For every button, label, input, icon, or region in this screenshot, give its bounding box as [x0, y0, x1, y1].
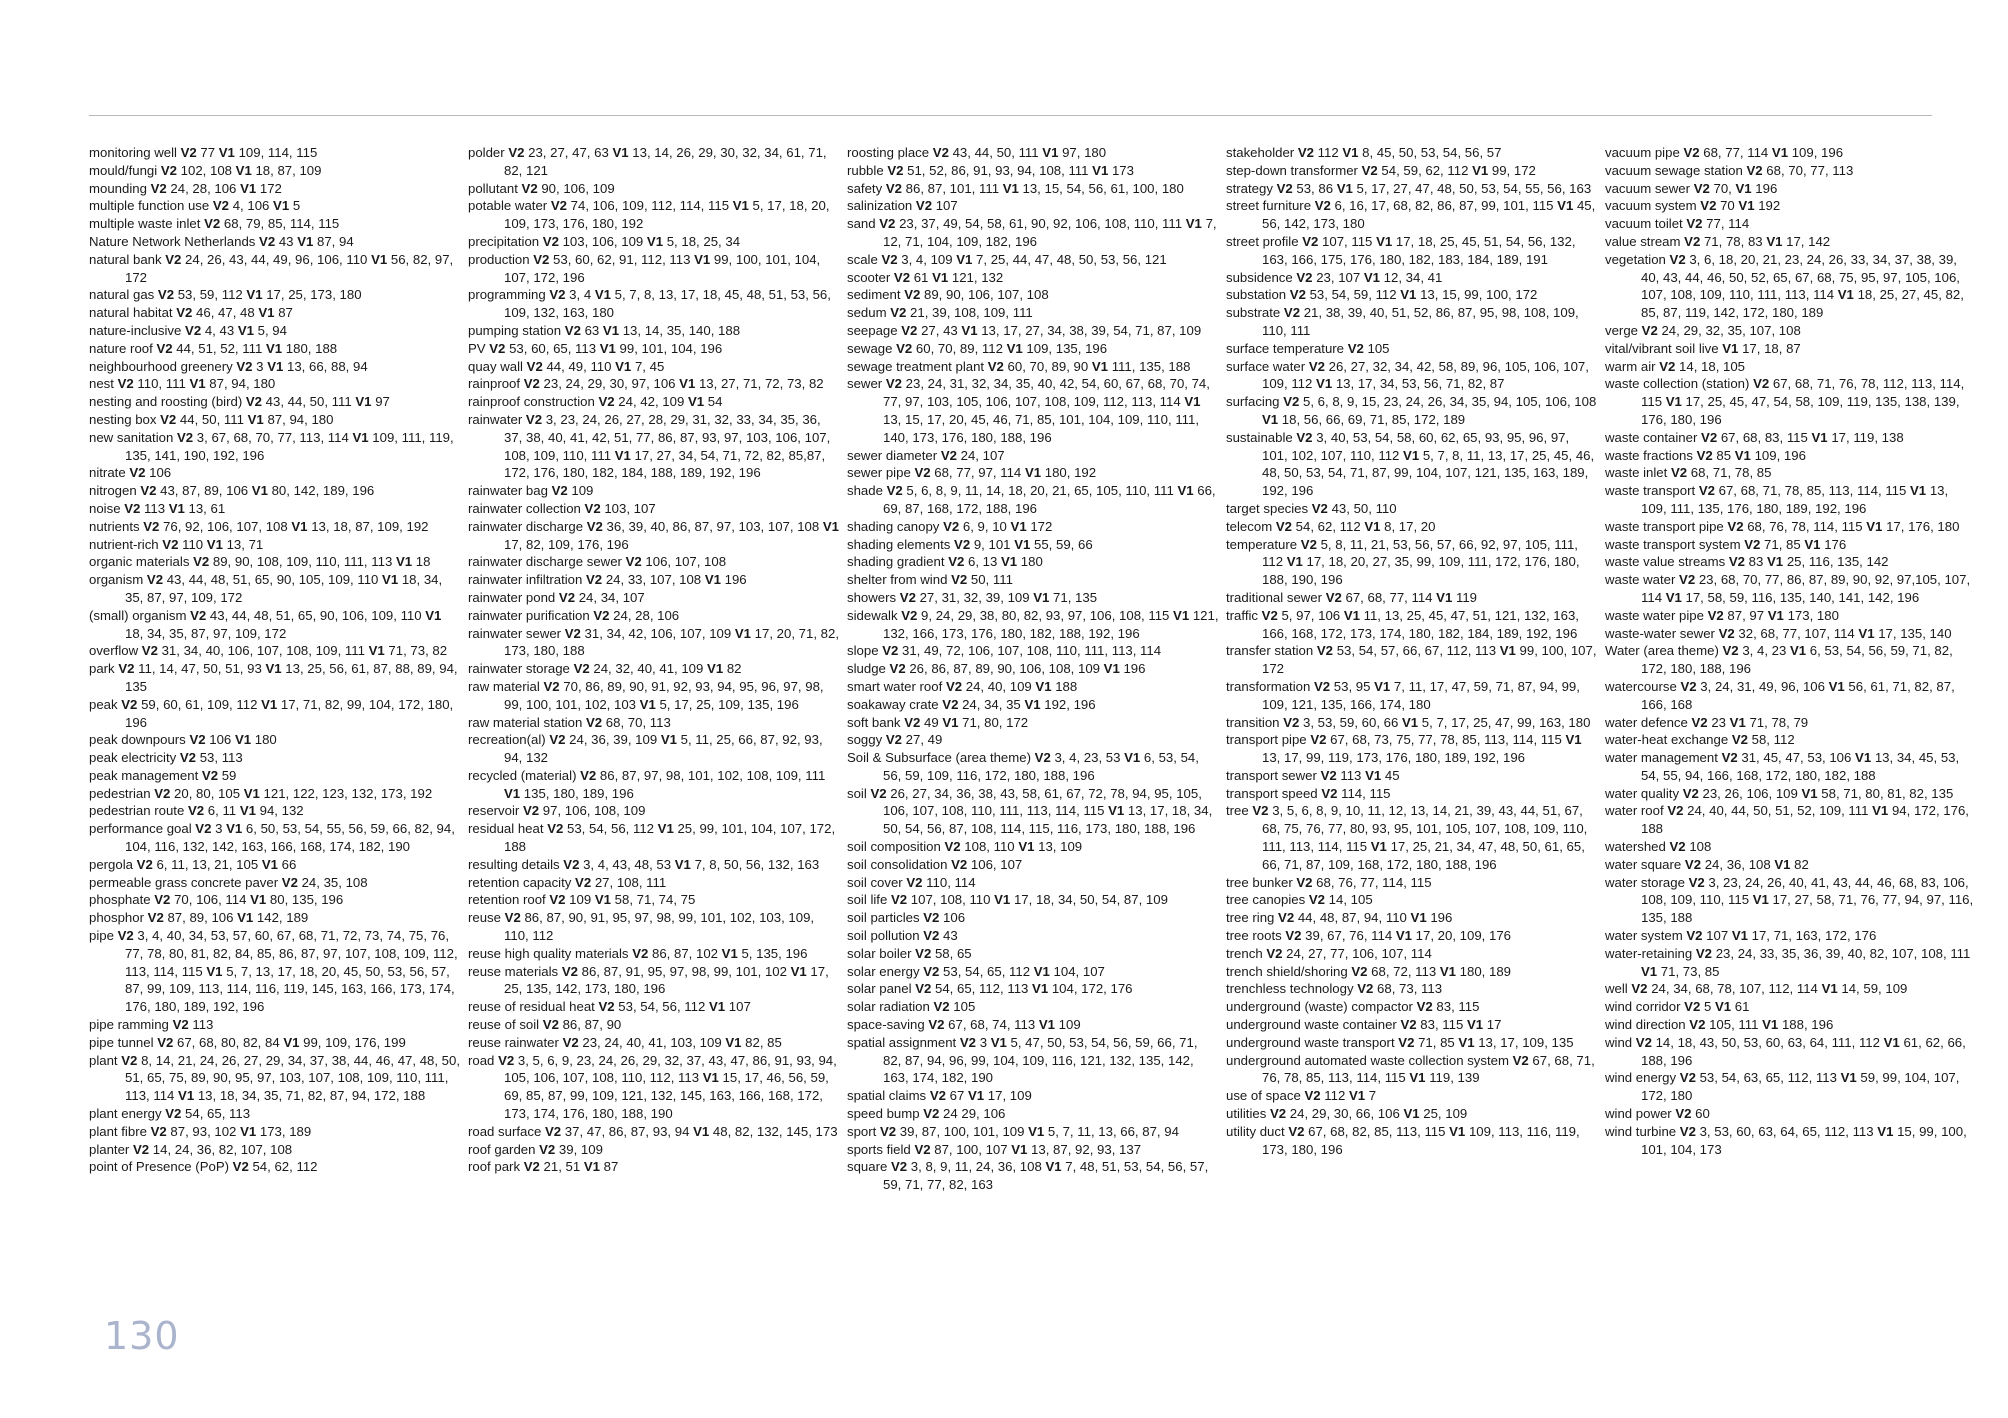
index-entry: plant fibre V2 87, 93, 102 V1 173, 189: [89, 1123, 312, 1139]
index-entry: target species V2 43, 50, 110: [1226, 500, 1397, 516]
index-entry: performance goal V2 3 V1 6, 50, 53, 54, 55, 56, 59, 66, 82, 94, 104, 116, 132, 142, 163, 166, 168, 174, 182, 190: [89, 821, 455, 855]
index-entry: soil composition V2 108, 110 V1 13, 109: [847, 839, 1083, 855]
index-entry: wind direction V2 105, 111 V1 188, 196: [1605, 1017, 1834, 1033]
index-entry: shade V2 5, 6, 8, 9, 11, 14, 18, 20, 21, 65, 105, 110, 111 V1 66, 69, 87, 168, 172, 188, 196: [847, 483, 1216, 516]
index-entry: watershed V2 108: [1605, 839, 1712, 855]
index-entry: water defence V2 23 V1 71, 78, 79: [1605, 714, 1809, 730]
index-entry: water square V2 24, 36, 108 V1 82: [1605, 856, 1809, 872]
index-entry: reuse materials V2 86, 87, 91, 95, 97, 98, 99, 101, 102 V1 17, 25, 135, 142, 173, 180, 196: [468, 963, 829, 997]
index-entry: wind turbine V2 3, 53, 60, 63, 64, 65, 112, 113 V1 15, 99, 100, 101, 104, 173: [1605, 1123, 1967, 1157]
index-entry: space-saving V2 67, 68, 74, 113 V1 109: [847, 1017, 1081, 1033]
index-entry: solar energy V2 53, 54, 65, 112 V1 104, 107: [847, 963, 1105, 979]
index-entry: strategy V2 53, 86 V1 5, 17, 27, 47, 48, 50, 53, 54, 55, 56, 163: [1226, 180, 1592, 196]
index-entry: shading gradient V2 6, 13 V1 180: [847, 554, 1043, 570]
index-entry: peak management V2 59: [89, 767, 237, 783]
index-entry: wind power V2 60: [1605, 1106, 1710, 1122]
index-entry: slope V2 31, 49, 72, 106, 107, 108, 110, 111, 113, 114: [847, 643, 1162, 659]
index-entry: sediment V2 89, 90, 106, 107, 108: [847, 287, 1049, 303]
index-entry: roof garden V2 39, 109: [468, 1141, 603, 1157]
index-entry: utilities V2 24, 29, 30, 66, 106 V1 25, 109: [1226, 1106, 1468, 1122]
index-entry: surface temperature V2 105: [1226, 340, 1390, 356]
index-entry: transport pipe V2 67, 68, 73, 75, 77, 78, 85, 113, 114, 115 V1 13, 17, 99, 119, 173, 176, 180, 189, 192, 196: [1226, 732, 1582, 766]
index-entry: soil cover V2 110, 114: [847, 874, 976, 890]
index-entry: spatial claims V2 67 V1 17, 109: [847, 1088, 1032, 1104]
index-entry: water management V2 31, 45, 47, 53, 106 V1 13, 34, 45, 53, 54, 55, 94, 166, 168, 172, 180, 182, 188: [1605, 750, 1960, 783]
index-entry: tree canopies V2 14, 105: [1226, 892, 1373, 908]
index-entry: solar radiation V2 105: [847, 999, 976, 1015]
index-entry: (small) organism V2 43, 44, 48, 51, 65, 90, 106, 109, 110 V1 18, 34, 35, 87, 97, 109, 172: [89, 607, 442, 641]
index-entry: sedum V2 21, 39, 108, 109, 111: [847, 305, 1033, 321]
index-entry: waste-water sewer V2 32, 68, 77, 107, 114 V1 17, 135, 140: [1605, 625, 1952, 641]
index-entry: nesting box V2 44, 50, 111 V1 87, 94, 180: [89, 411, 334, 427]
index-entry: recycled (material) V2 86, 87, 97, 98, 101, 102, 108, 109, 111 V1 135, 180, 189, 196: [468, 767, 826, 801]
index-entry: waste transport system V2 71, 85 V1 176: [1605, 536, 1847, 552]
index-entry: waste water V2 23, 68, 70, 77, 86, 87, 89, 90, 92, 97,105, 107, 114 V1 17, 58, 59, 116, 135, 140, 141, 142, 196: [1605, 572, 1971, 605]
index-entry: organic materials V2 89, 90, 108, 109, 110, 111, 113 V1 18: [89, 554, 431, 570]
index-entry: speed bump V2 24 29, 106: [847, 1106, 1006, 1122]
index-entry: point of Presence (PoP) V2 54, 62, 112: [89, 1159, 318, 1175]
index-entry: trench shield/shoring V2 68, 72, 113 V1 180, 189: [1226, 963, 1511, 979]
index-entry: rainwater infiltration V2 24, 33, 107, 108 V1 196: [468, 572, 747, 588]
index-entry: Water (area theme) V2 3, 4, 23 V1 6, 53, 54, 56, 59, 71, 82, 172, 180, 188, 196: [1605, 643, 1953, 677]
index-entry: permeable grass concrete paver V2 24, 35, 108: [89, 874, 368, 890]
index-entry: sewer diameter V2 24, 107: [847, 447, 1005, 463]
index-entry: nature-inclusive V2 4, 43 V1 5, 94: [89, 322, 287, 338]
index-entry: waste transport pipe V2 68, 76, 78, 114, 115 V1 17, 176, 180: [1605, 518, 1960, 534]
index-entry: transformation V2 53, 95 V1 7, 11, 17, 47, 59, 71, 87, 94, 99, 109, 121, 135, 166, 174, 180: [1226, 678, 1580, 712]
index-entry: pedestrian V2 20, 80, 105 V1 121, 122, 123, 132, 173, 192: [89, 785, 433, 801]
index-entry: stakeholder V2 112 V1 8, 45, 50, 53, 54, 56, 57: [1226, 145, 1502, 160]
index-entry: rainproof V2 23, 24, 29, 30, 97, 106 V1 13, 27, 71, 72, 73, 82: [468, 376, 824, 392]
index-entry: tree roots V2 39, 67, 76, 114 V1 17, 20, 109, 176: [1226, 928, 1511, 944]
index-entry: organism V2 43, 44, 48, 51, 65, 90, 105, 109, 110 V1 18, 34, 35, 87, 97, 109, 172: [89, 572, 443, 605]
index-entry: roof park V2 21, 51 V1 87: [468, 1159, 619, 1175]
index-column-1: [89, 144, 461, 1176]
index-entry: potable water V2 74, 106, 109, 112, 114, 115 V1 5, 17, 18, 20, 109, 173, 176, 180, 192: [468, 198, 830, 232]
index-entry: nest V2 110, 111 V1 87, 94, 180: [89, 376, 276, 392]
index-entry: transport sewer V2 113 V1 45: [1226, 767, 1400, 783]
index-entry: solar panel V2 54, 65, 112, 113 V1 104, 172, 176: [847, 981, 1133, 997]
index-column-2: [468, 144, 840, 1176]
index-entry: solar boiler V2 58, 65: [847, 945, 972, 961]
index-column-4: [1226, 144, 1598, 1158]
index-entry: vacuum sewer V2 70, V1 196: [1605, 180, 1778, 196]
index-entry: nesting and roosting (bird) V2 43, 44, 50, 111 V1 97: [89, 394, 390, 410]
index-entry: use of space V2 112 V1 7: [1226, 1088, 1377, 1104]
index-entry: surface water V2 26, 27, 32, 34, 42, 58, 89, 96, 105, 106, 107, 109, 112 V1 13, 17, 34, 53, 56, 71, 82, 87: [1226, 358, 1589, 392]
index-entry: rainwater discharge sewer V2 106, 107, 108: [468, 554, 727, 570]
index-entry: noise V2 113 V1 13, 61: [89, 500, 226, 516]
index-entry: water-retaining V2 23, 24, 33, 35, 36, 39, 40, 82, 107, 108, 111 V1 71, 73, 85: [1605, 945, 1971, 979]
index-entry: natural gas V2 53, 59, 112 V1 17, 25, 173, 180: [89, 287, 362, 303]
index-entry: vacuum sewage station V2 68, 70, 77, 113: [1605, 162, 1854, 178]
index-entry: plant energy V2 54, 65, 113: [89, 1106, 251, 1122]
index-entry: vital/vibrant soil live V1 17, 18, 87: [1605, 340, 1801, 356]
index-entry: peak downpours V2 106 V1 180: [89, 732, 277, 748]
index-entry: retention roof V2 109 V1 58, 71, 74, 75: [468, 892, 696, 908]
index-entry: rainwater sewer V2 31, 34, 42, 106, 107, 109 V1 17, 20, 71, 82, 173, 180, 188: [468, 625, 840, 659]
index-entry: peak electricity V2 53, 113: [89, 750, 243, 766]
index-entry: reservoir V2 97, 106, 108, 109: [468, 803, 646, 819]
index-entry: rainproof construction V2 24, 42, 109 V1 54: [468, 394, 723, 410]
index-entry: vacuum toilet V2 77, 114: [1605, 216, 1750, 232]
index-entry: water-heat exchange V2 58, 112: [1605, 732, 1795, 748]
index-entry: underground waste transport V2 71, 85 V1 13, 17, 109, 135: [1226, 1034, 1574, 1050]
index-entry: vacuum system V2 70 V1 192: [1605, 198, 1781, 214]
index-entry: tree V2 3, 5, 6, 8, 9, 10, 11, 12, 13, 14, 21, 39, 43, 44, 51, 67, 68, 75, 76, 77, 80, 93, 95, 101, 105, 107, 108, 109, 110, 111, 113, 114, 115 V1 17, 25, 21, 34, 47, 48, 50, 61, 65, 66, 71, 87, 109, 168, 172, 180, 188, 196: [1226, 803, 1588, 872]
index-entry: step-down transformer V2 54, 59, 62, 112 V1 99, 172: [1226, 162, 1536, 178]
index-entry: planter V2 14, 24, 36, 82, 107, 108: [89, 1141, 293, 1157]
index-entry: sustainable V2 3, 40, 53, 54, 58, 60, 62, 65, 93, 95, 96, 97, 101, 102, 107, 110, 112 V1 5, 7, 8, 11, 13, 17, 25, 45, 46, 48, 50, 53, 54, 71, 87, 99, 104, 107, 121, 135, 163, 189, 192, 196: [1226, 429, 1595, 499]
index-entry: sports field V2 87, 100, 107 V1 13, 87, 92, 93, 137: [847, 1141, 1142, 1157]
index-entry: soil life V2 107, 108, 110 V1 17, 18, 34, 50, 54, 87, 109: [847, 892, 1168, 908]
index-entry: shelter from wind V2 50, 111: [847, 572, 1013, 588]
index-entry: substrate V2 21, 38, 39, 40, 51, 52, 86, 87, 95, 98, 108, 109, 110, 111: [1226, 305, 1579, 338]
index-entry: waste collection (station) V2 67, 68, 71, 76, 78, 112, 113, 114, 115 V1 17, 25, 45, 47, 54, 58, 109, 119, 135, 138, 139, 176, 180, 196: [1605, 376, 1965, 427]
index-entry: underground waste container V2 83, 115 V1 17: [1226, 1017, 1502, 1033]
index-column-3: [847, 144, 1219, 1194]
index-entry: pipe ramming V2 113: [89, 1017, 214, 1033]
index-entry: tree ring V2 44, 48, 87, 94, 110 V1 196: [1226, 910, 1453, 926]
index-entry: nutrient-rich V2 110 V1 13, 71: [89, 536, 264, 552]
index-entry: rainwater discharge V2 36, 39, 40, 86, 87, 97, 103, 107, 108 V1 17, 82, 109, 176, 196: [468, 518, 840, 552]
index-entry: water quality V2 23, 26, 106, 109 V1 58, 71, 80, 81, 82, 135: [1605, 785, 1954, 801]
header-rule: [89, 115, 1932, 116]
index-entry: soakaway crate V2 24, 34, 35 V1 192, 196: [847, 696, 1096, 712]
index-entry: retention capacity V2 27, 108, 111: [468, 874, 667, 890]
index-entry: natural bank V2 24, 26, 43, 44, 49, 96, 106, 110 V1 56, 82, 97, 172: [89, 251, 454, 285]
index-entry: water system V2 107 V1 17, 71, 163, 172, 176: [1605, 928, 1877, 944]
index-entry: seepage V2 27, 43 V1 13, 17, 27, 34, 38, 39, 54, 71, 87, 109: [847, 322, 1202, 338]
index-entry: waste value streams V2 83 V1 25, 116, 135, 142: [1605, 554, 1889, 570]
index-entry: precipitation V2 103, 106, 109 V1 5, 18, 25, 34: [468, 233, 741, 249]
index-entry: sewage V2 60, 70, 89, 112 V1 109, 135, 196: [847, 340, 1108, 356]
index-entry: peak V2 59, 60, 61, 109, 112 V1 17, 71, 82, 99, 104, 172, 180, 196: [89, 696, 454, 730]
index-entry: nature roof V2 44, 51, 52, 111 V1 180, 188: [89, 340, 338, 356]
index-entry: resulting details V2 3, 4, 43, 48, 53 V1 7, 8, 50, 56, 132, 163: [468, 856, 820, 872]
index-entry: waste container V2 67, 68, 83, 115 V1 17, 119, 138: [1605, 429, 1904, 445]
index-entry: smart water roof V2 24, 40, 109 V1 188: [847, 678, 1078, 694]
index-entry: tree bunker V2 68, 76, 77, 114, 115: [1226, 874, 1432, 890]
index-entry: raw material station V2 68, 70, 113: [468, 714, 671, 730]
index-entry: multiple function use V2 4, 106 V1 5: [89, 198, 301, 214]
index-entry: reuse V2 86, 87, 90, 91, 95, 97, 98, 99, 101, 102, 103, 109, 110, 112: [468, 910, 815, 944]
index-entry: phosphor V2 87, 89, 106 V1 142, 189: [89, 910, 309, 926]
index-entry: shading elements V2 9, 101 V1 55, 59, 66: [847, 536, 1093, 552]
index-entry: underground automated waste collection system V2 67, 68, 71, 76, 78, 85, 113, 114, 115 V1 119, 139: [1226, 1052, 1595, 1086]
index-entry: street profile V2 107, 115 V1 17, 18, 25, 45, 51, 54, 56, 132, 163, 166, 175, 176, 180, 182, 183, 184, 189, 191: [1226, 233, 1576, 267]
index-entry: rainwater bag V2 109: [468, 483, 594, 499]
index-entry: subsidence V2 23, 107 V1 12, 34, 41: [1226, 269, 1443, 285]
index-entry: sewage treatment plant V2 60, 70, 89, 90 V1 111, 135, 188: [847, 358, 1191, 374]
index-entry: traffic V2 5, 97, 106 V1 11, 13, 25, 45, 47, 51, 121, 132, 163, 166, 168, 172, 173, 174, 180, 182, 184, 189, 192, 196: [1226, 607, 1579, 641]
index-entry: production V2 53, 60, 62, 91, 112, 113 V1 99, 100, 101, 104, 107, 172, 196: [468, 251, 821, 285]
index-entry: overflow V2 31, 34, 40, 106, 107, 108, 109, 111 V1 71, 73, 82: [89, 643, 448, 659]
index-entry: natural habitat V2 46, 47, 48 V1 87: [89, 305, 293, 321]
index-entry: road surface V2 37, 47, 86, 87, 93, 94 V1 48, 82, 132, 145, 173: [468, 1123, 838, 1139]
index-entry: nitrogen V2 43, 87, 89, 106 V1 80, 142, 189, 196: [89, 483, 375, 499]
index-entry: waste inlet V2 68, 71, 78, 85: [1605, 465, 1772, 481]
index-entry: soil V2 26, 27, 34, 36, 38, 43, 58, 61, 67, 72, 78, 94, 95, 105, 106, 107, 108, 110, 111, 113, 114, 115 V1 13, 17, 18, 34, 50, 54, 56, 87, 108, 114, 115, 116, 173, 180, 188, 196: [847, 785, 1213, 837]
index-entry: trench V2 24, 27, 77, 106, 107, 114: [1226, 945, 1432, 961]
index-entry: pumping station V2 63 V1 13, 14, 35, 140, 188: [468, 322, 741, 338]
index-entry: rainwater V2 3, 23, 24, 26, 27, 28, 29, 31, 32, 33, 34, 35, 36, 37, 38, 40, 41, 42, 51, 77, 86, 87, 93, 97, 103, 106, 107, 108, 109, 110, 111 V1 17, 27, 34, 54, 71, 72, 82, 85,87, 172, 176, 180, 182, 184, 188, 189, 192, 196: [468, 411, 831, 481]
index-entry: roosting place V2 43, 44, 50, 111 V1 97, 180: [847, 145, 1107, 160]
index-entry: sidewalk V2 9, 24, 29, 38, 80, 82, 93, 97, 106, 108, 115 V1 121, 132, 166, 173, 176, 180, 182, 188, 192, 196: [847, 607, 1219, 641]
index-entry: transfer station V2 53, 54, 57, 66, 67, 112, 113 V1 99, 100, 107, 172: [1226, 643, 1597, 677]
page-number: 130: [104, 1314, 180, 1358]
index-entry: wind corridor V2 5 V1 61: [1605, 999, 1750, 1015]
index-entry: plant V2 8, 14, 21, 24, 26, 27, 29, 34, 37, 38, 44, 46, 47, 48, 50, 51, 65, 75, 89, 90, 95, 97, 103, 107, 108, 109, 110, 111, 113, 114 V1 13, 18, 34, 35, 71, 82, 87, 94, 172, 188: [89, 1052, 461, 1104]
index-entry: programming V2 3, 4 V1 5, 7, 8, 13, 17, 18, 45, 48, 51, 53, 56, 109, 132, 163, 180: [468, 287, 831, 321]
index-entry: waste fractions V2 85 V1 109, 196: [1605, 447, 1806, 463]
index-entry: well V2 24, 34, 68, 78, 107, 112, 114 V1 14, 59, 109: [1605, 981, 1908, 997]
index-entry: rainwater pond V2 24, 34, 107: [468, 589, 645, 605]
index-entry: pergola V2 6, 11, 13, 21, 105 V1 66: [89, 856, 297, 872]
index-entry: pedestrian route V2 6, 11 V1 94, 132: [89, 803, 304, 819]
index-entry: vacuum pipe V2 68, 77, 114 V1 109, 196: [1605, 145, 1844, 160]
index-entry: pollutant V2 90, 106, 109: [468, 180, 615, 196]
index-entry: square V2 3, 8, 9, 11, 24, 36, 108 V1 7, 48, 51, 53, 54, 56, 57, 59, 71, 77, 82, 163: [847, 1159, 1209, 1193]
index-entry: water roof V2 24, 40, 44, 50, 51, 52, 109, 111 V1 94, 172, 176, 188: [1605, 803, 1969, 837]
index-entry: utility duct V2 67, 68, 82, 85, 113, 115 V1 109, 113, 116, 119, 173, 180, 196: [1226, 1123, 1580, 1157]
index-entry: vegetation V2 3, 6, 18, 20, 21, 23, 24, 26, 33, 34, 37, 38, 39, 40, 43, 44, 46, 50, 52, 65, 67, 68, 75, 95, 97, 105, 106, 107, 108, 109, 110, 111, 113, 114 V1 18, 25, 27, 45, 82, 85, 87, 119, 142, 172, 180, 189: [1605, 251, 1964, 321]
index-entry: rainwater storage V2 24, 32, 40, 41, 109 V1 82: [468, 661, 742, 677]
index-entry: nutrients V2 76, 92, 106, 107, 108 V1 13, 18, 87, 109, 192: [89, 518, 429, 534]
index-entry: sport V2 39, 87, 100, 101, 109 V1 5, 7, 11, 13, 66, 87, 94: [847, 1123, 1179, 1139]
index-entry: reuse rainwater V2 23, 24, 40, 41, 103, 109 V1 82, 85: [468, 1034, 782, 1050]
index-entry: sludge V2 26, 86, 87, 89, 90, 106, 108, 109 V1 196: [847, 661, 1146, 677]
index-entry: park V2 11, 14, 47, 50, 51, 93 V1 13, 25, 56, 61, 87, 88, 89, 94, 135: [89, 661, 458, 694]
index-entry: wind V2 14, 18, 43, 50, 53, 60, 63, 64, 111, 112 V1 61, 62, 66, 188, 196: [1605, 1034, 1966, 1068]
index-entry: watercourse V2 3, 24, 31, 49, 96, 106 V1 56, 61, 71, 82, 87, 166, 168: [1605, 678, 1955, 712]
index-entry: underground (waste) compactor V2 83, 115: [1226, 999, 1480, 1015]
index-entry: waste water pipe V2 87, 97 V1 173, 180: [1605, 607, 1839, 623]
index-entry: spatial assignment V2 3 V1 5, 47, 50, 53, 54, 56, 59, 66, 71, 82, 87, 94, 96, 99, 104, 109, 116, 121, 132, 135, 142, 163, 174, 182, 190: [847, 1034, 1198, 1086]
index-column-5: [1605, 144, 1977, 1158]
index-entry: reuse of soil V2 86, 87, 90: [468, 1017, 622, 1033]
index-entry: trenchless technology V2 68, 73, 113: [1226, 981, 1443, 997]
index-entry: rubble V2 51, 52, 86, 91, 93, 94, 108, 111 V1 173: [847, 162, 1134, 178]
index-entry: showers V2 27, 31, 32, 39, 109 V1 71, 135: [847, 589, 1098, 605]
index-entry: residual heat V2 53, 54, 56, 112 V1 25, 99, 101, 104, 107, 172, 188: [468, 821, 836, 855]
index-entry: soil pollution V2 43: [847, 928, 958, 944]
index-entry: pipe tunnel V2 67, 68, 80, 82, 84 V1 99, 109, 176, 199: [89, 1034, 406, 1050]
index-entry: surfacing V2 5, 6, 8, 9, 15, 23, 24, 26, 34, 35, 94, 105, 106, 108 V1 18, 56, 66, 69, 71, 85, 172, 189: [1226, 394, 1597, 427]
index-entry: scooter V2 61 V1 121, 132: [847, 269, 1004, 285]
index-entry: waste transport V2 67, 68, 71, 78, 85, 113, 114, 115 V1 13, 109, 111, 135, 176, 180, 189, 192, 196: [1605, 483, 1949, 516]
index-entry: warm air V2 14, 18, 105: [1605, 358, 1746, 374]
index-entry: temperature V2 5, 8, 11, 21, 53, 56, 57, 66, 92, 97, 105, 111, 112 V1 17, 18, 20, 27, 35, 99, 109, 111, 172, 176, 180, 188, 190, 196: [1226, 536, 1580, 588]
index-entry: phosphate V2 70, 106, 114 V1 80, 135, 196: [89, 892, 344, 908]
index-entry: scale V2 3, 4, 109 V1 7, 25, 44, 47, 48, 50, 53, 56, 121: [847, 251, 1167, 267]
index-entry: telecom V2 54, 62, 112 V1 8, 17, 20: [1226, 518, 1436, 534]
index-entry: soil particles V2 106: [847, 910, 966, 926]
index-entry: rainwater purification V2 24, 28, 106: [468, 607, 680, 623]
index-entry: Soil & Subsurface (area theme) V2 3, 4, 23, 53 V1 6, 53, 54, 56, 59, 109, 116, 172, 180, 188, 196: [847, 750, 1199, 783]
index-entry: mould/fungi V2 102, 108 V1 18, 87, 109: [89, 162, 322, 178]
index-entry: sewer V2 23, 24, 31, 32, 34, 35, 40, 42, 54, 60, 67, 68, 70, 74, 77, 97, 103, 105, 106, 107, 108, 109, 112, 113, 114 V1 13, 15, 17, 20, 45, 46, 71, 85, 101, 104, 109, 110, 111, 140, 173, 176, 180, 188, 196: [847, 376, 1210, 445]
index-entry: raw material V2 70, 86, 89, 90, 91, 92, 93, 94, 95, 96, 97, 98, 99, 100, 101, 102, 103 V1 5, 17, 25, 109, 135, 196: [468, 678, 824, 712]
index-entry: transition V2 3, 53, 59, 60, 66 V1 5, 7, 17, 25, 47, 99, 163, 180: [1226, 714, 1591, 730]
index-entry: nitrate V2 106: [89, 465, 172, 481]
index-entry: recreation(al) V2 24, 36, 39, 109 V1 5, 11, 25, 66, 87, 92, 93, 94, 132: [468, 732, 823, 766]
index-entry: reuse of residual heat V2 53, 54, 56, 112 V1 107: [468, 999, 751, 1015]
index-entry: transport speed V2 114, 115: [1226, 785, 1391, 801]
index-entry: quay wall V2 44, 49, 110 V1 7, 45: [468, 358, 665, 374]
index-entry: neighbourhood greenery V2 3 V1 13, 66, 88, 94: [89, 358, 368, 374]
index-entry: Nature Network Netherlands V2 43 V1 87, 94: [89, 233, 354, 249]
index-entry: reuse high quality materials V2 86, 87, 102 V1 5, 135, 196: [468, 945, 808, 961]
index-entry: soft bank V2 49 V1 71, 80, 172: [847, 714, 1029, 730]
index-entry: road V2 3, 5, 6, 9, 23, 24, 26, 29, 32, 37, 43, 47, 86, 91, 93, 94, 105, 106, 107, 108, 110, 112, 113 V1 15, 17, 46, 56, 59, 69, 85, 87, 99, 109, 121, 132, 145, 163, 166, 168, 172, 173, 174, 176, 180, 188, 190: [468, 1052, 837, 1122]
index-entry: water storage V2 3, 23, 24, 26, 40, 41, 43, 44, 46, 68, 83, 106, 108, 109, 110, 115 V1 17, 27, 58, 71, 76, 77, 94, 97, 116, 135, 188: [1605, 874, 1974, 926]
index-entry: salinization V2 107: [847, 198, 958, 214]
index-entry: sewer pipe V2 68, 77, 97, 114 V1 180, 192: [847, 465, 1097, 481]
index-entry: safety V2 86, 87, 101, 111 V1 13, 15, 54, 56, 61, 100, 180: [847, 180, 1184, 196]
index-entry: soggy V2 27, 49: [847, 732, 943, 748]
index-entry: PV V2 53, 60, 65, 113 V1 99, 101, 104, 196: [468, 340, 723, 356]
index-entry: wind energy V2 53, 54, 63, 65, 112, 113 V1 59, 99, 104, 107, 172, 180: [1605, 1070, 1960, 1104]
index-entry: mounding V2 24, 28, 106 V1 172: [89, 180, 282, 196]
index-entry: traditional sewer V2 67, 68, 77, 114 V1 119: [1226, 589, 1477, 605]
index-entry: shading canopy V2 6, 9, 10 V1 172: [847, 518, 1053, 534]
index-entry: pipe V2 3, 4, 40, 34, 53, 57, 60, 67, 68, 71, 72, 73, 74, 75, 76, 77, 78, 80, 81, 82, 84, 85, 86, 87, 97, 107, 108, 109, 112, 113, 114, 115 V1 5, 7, 13, 17, 18, 20, 45, 50, 53, 56, 57, 87, 99, 109, 113, 114, 116, 119, 145, 163, 166, 173, 174, 176, 180, 189, 192, 196: [89, 928, 458, 1015]
index-entry: substation V2 53, 54, 59, 112 V1 13, 15, 99, 100, 172: [1226, 287, 1538, 303]
index-entry: street furniture V2 6, 16, 17, 68, 82, 86, 87, 99, 101, 115 V1 45, 56, 142, 173, 180: [1226, 198, 1596, 232]
index-entry: monitoring well V2 77 V1 109, 114, 115: [89, 145, 318, 160]
index-entry: soil consolidation V2 106, 107: [847, 856, 1023, 872]
index-entry: rainwater collection V2 103, 107: [468, 500, 656, 516]
index-entry: verge V2 24, 29, 32, 35, 107, 108: [1605, 322, 1801, 338]
index-entry: value stream V2 71, 78, 83 V1 17, 142: [1605, 233, 1831, 249]
index-entry: multiple waste inlet V2 68, 79, 85, 114, 115: [89, 216, 340, 232]
index-entry: new sanitation V2 3, 67, 68, 70, 77, 113, 114 V1 109, 111, 119, 135, 141, 190, 192, 196: [89, 429, 454, 463]
index-entry: sand V2 23, 37, 49, 54, 58, 61, 90, 92, 106, 108, 110, 111 V1 7, 12, 71, 104, 109, 182, 196: [847, 216, 1217, 249]
index-entry: polder V2 23, 27, 47, 63 V1 13, 14, 26, 29, 30, 32, 34, 61, 71, 82, 121: [468, 145, 827, 178]
